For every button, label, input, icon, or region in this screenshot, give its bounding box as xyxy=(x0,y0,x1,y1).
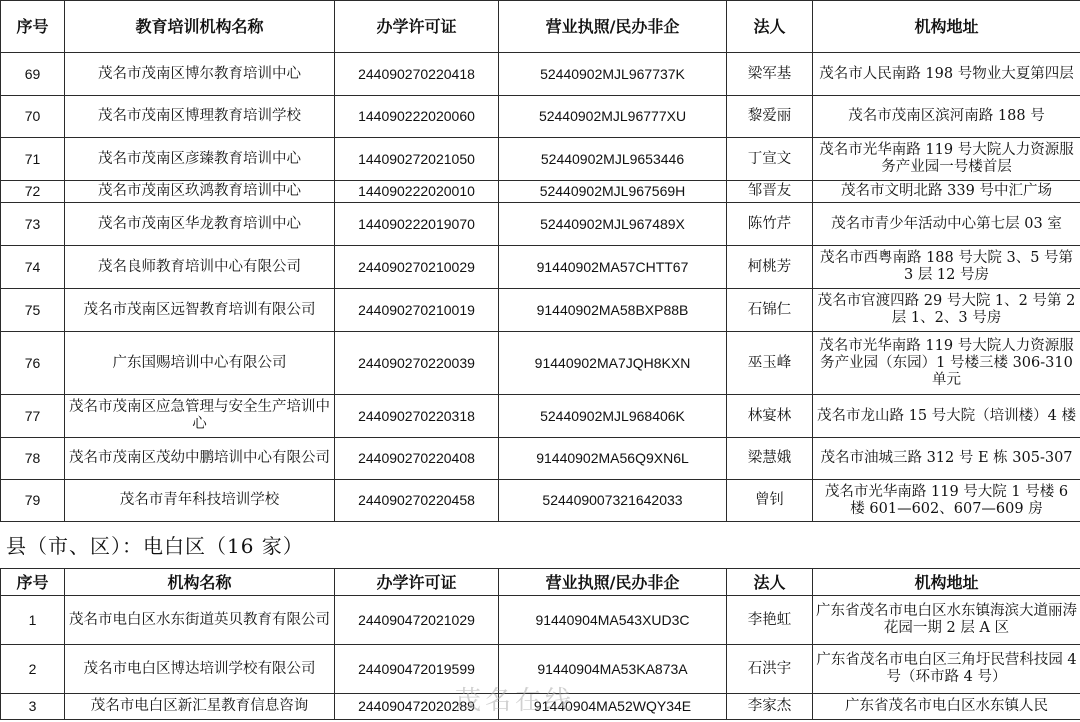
cell-license: 144090222020010 xyxy=(335,181,499,203)
cell-legal: 李家杰 xyxy=(727,694,813,720)
cell-legal: 黎爱丽 xyxy=(727,96,813,138)
cell-no: 79 xyxy=(1,480,65,522)
cell-address: 广东省茂名市电白区水东镇人民 xyxy=(813,694,1080,720)
header-no: 序号 xyxy=(1,569,65,596)
table-row xyxy=(1,480,1080,522)
cell-address: 茂名市油城三路 312 号 E 栋 305-307 xyxy=(813,438,1080,480)
header-legal: 法人 xyxy=(727,569,813,596)
header-address: 机构地址 xyxy=(813,1,1080,53)
cell-name: 茂名市电白区博达培训学校有限公司 xyxy=(65,645,335,694)
cell-address: 茂名市光华南路 119 号大院 1 号楼 6 楼 601—602、607—609 房 xyxy=(813,480,1080,522)
table-row xyxy=(1,203,1080,246)
cell-business: 524409007321642033 xyxy=(499,480,727,522)
cell-legal: 曾钊 xyxy=(727,480,813,522)
cell-no: 74 xyxy=(1,246,65,289)
table-row xyxy=(1,289,1080,332)
table-row xyxy=(1,181,1080,203)
cell-address: 茂名市西粤南路 188 号大院 3、5 号第 3 层 12 号房 xyxy=(813,246,1080,289)
cell-address: 茂名市光华南路 119 号大院人力资源服务产业园（东园）1 号楼三楼 306-310 单元 xyxy=(813,332,1080,395)
cell-no: 72 xyxy=(1,181,65,203)
cell-license: 244090270210029 xyxy=(335,246,499,289)
cell-business: 52440902MJL967569H xyxy=(499,181,727,203)
cell-no: 3 xyxy=(1,694,65,720)
cell-license: 244090472019599 xyxy=(335,645,499,694)
table-row xyxy=(1,332,1080,395)
cell-name: 茂名市茂南区博尔教育培训中心 xyxy=(65,53,335,96)
cell-name: 茂名市青年科技培训学校 xyxy=(65,480,335,522)
cell-no: 76 xyxy=(1,332,65,395)
header-license: 办学许可证 xyxy=(335,569,499,596)
cell-no: 75 xyxy=(1,289,65,332)
cell-license: 144090222019070 xyxy=(335,203,499,246)
cell-business: 91440902MA58BXP88B xyxy=(499,289,727,332)
header-legal: 法人 xyxy=(727,1,813,53)
cell-no: 1 xyxy=(1,596,65,645)
cell-name: 茂名良师教育培训中心有限公司 xyxy=(65,246,335,289)
cell-business: 52440902MJL968406K xyxy=(499,395,727,438)
table-row xyxy=(1,138,1080,181)
cell-business: 52440902MJL967737K xyxy=(499,53,727,96)
header-license: 办学许可证 xyxy=(335,1,499,53)
cell-legal: 李艳虹 xyxy=(727,596,813,645)
cell-address: 茂名市龙山路 15 号大院（培训楼）4 楼 xyxy=(813,395,1080,438)
cell-license: 244090472021029 xyxy=(335,596,499,645)
cell-name: 茂名市茂南区玖鸿教育培训中心 xyxy=(65,181,335,203)
cell-license: 144090222020060 xyxy=(335,96,499,138)
cell-address: 茂名市人民南路 198 号物业大夏第四层 xyxy=(813,53,1080,96)
table-row xyxy=(1,246,1080,289)
cell-address: 茂名市茂南区滨河南路 188 号 xyxy=(813,96,1080,138)
cell-legal: 巫玉峰 xyxy=(727,332,813,395)
header-business: 营业执照/民办非企 xyxy=(499,569,727,596)
table-header-row xyxy=(1,569,1080,596)
table-row xyxy=(1,395,1080,438)
cell-name: 广东国赐培训中心有限公司 xyxy=(65,332,335,395)
cell-no: 78 xyxy=(1,438,65,480)
cell-legal: 陈竹芹 xyxy=(727,203,813,246)
header-name: 教育培训机构名称 xyxy=(65,1,335,53)
table-row xyxy=(1,53,1080,96)
cell-license: 244090270220039 xyxy=(335,332,499,395)
cell-legal: 邹晋友 xyxy=(727,181,813,203)
cell-address: 茂名市官渡四路 29 号大院 1、2 号第 2 层 1、2、3 号房 xyxy=(813,289,1080,332)
cell-license: 144090272021050 xyxy=(335,138,499,181)
cell-address: 广东省茂名市电白区水东镇海滨大道丽涛花园一期 2 层 A 区 xyxy=(813,596,1080,645)
cell-no: 2 xyxy=(1,645,65,694)
table-row xyxy=(1,96,1080,138)
cell-license: 244090270220318 xyxy=(335,395,499,438)
cell-address: 茂名市光华南路 119 号大院人力资源服务产业园一号楼首层 xyxy=(813,138,1080,181)
table-header-row xyxy=(1,1,1080,53)
cell-no: 71 xyxy=(1,138,65,181)
table-row xyxy=(1,645,1080,694)
cell-legal: 柯桃芳 xyxy=(727,246,813,289)
table-row xyxy=(1,596,1080,645)
cell-address: 茂名市文明北路 339 号中汇广场 xyxy=(813,181,1080,203)
cell-no: 69 xyxy=(1,53,65,96)
header-business: 营业执照/民办非企 xyxy=(499,1,727,53)
section-title-dianbai: 县（市、区）：电白区（16 家） xyxy=(6,534,304,558)
cell-business: 52440902MJL9653446 xyxy=(499,138,727,181)
header-no: 序号 xyxy=(1,1,65,53)
cell-name: 茂名市茂南区茂幼中鹏培训中心有限公司 xyxy=(65,438,335,480)
cell-business: 91440902MA7JQH8KXN xyxy=(499,332,727,395)
cell-business: 91440902MA56Q9XN6L xyxy=(499,438,727,480)
cell-name: 茂名市茂南区博理教育培训学校 xyxy=(65,96,335,138)
cell-license: 244090270220408 xyxy=(335,438,499,480)
cell-license: 244090270220418 xyxy=(335,53,499,96)
cell-business: 52440902MJL96777XU xyxy=(499,96,727,138)
cell-business: 91440904MA543XUD3C xyxy=(499,596,727,645)
cell-name: 茂名市茂南区应急管理与安全生产培训中心 xyxy=(65,395,335,438)
cell-business: 91440904MA53KA873A xyxy=(499,645,727,694)
cell-name: 茂名市茂南区华龙教育培训中心 xyxy=(65,203,335,246)
cell-legal: 丁宣文 xyxy=(727,138,813,181)
cell-no: 70 xyxy=(1,96,65,138)
cell-address: 茂名市青少年活动中心第七层 03 室 xyxy=(813,203,1080,246)
cell-name: 茂名市电白区水东街道英贝教育有限公司 xyxy=(65,596,335,645)
cell-name: 茂名市茂南区远智教育培训有限公司 xyxy=(65,289,335,332)
cell-license: 244090472020289 xyxy=(335,694,499,720)
cell-legal: 石洪宇 xyxy=(727,645,813,694)
cell-license: 244090270220458 xyxy=(335,480,499,522)
cell-address: 广东省茂名市电白区三角圩民营科技园 4 号（环市路 4 号） xyxy=(813,645,1080,694)
table-row xyxy=(1,694,1080,720)
institution-table-dianbai xyxy=(0,568,1080,720)
cell-business: 52440902MJL967489X xyxy=(499,203,727,246)
watermark-logo: 茂名在线 xyxy=(455,686,576,716)
cell-business: 91440902MA57CHTT67 xyxy=(499,246,727,289)
cell-name: 茂名市电白区新汇星教育信息咨询 xyxy=(65,694,335,720)
cell-license: 244090270210019 xyxy=(335,289,499,332)
cell-legal: 石锦仁 xyxy=(727,289,813,332)
cell-legal: 梁慧娥 xyxy=(727,438,813,480)
header-name: 机构名称 xyxy=(65,569,335,596)
cell-legal: 梁军基 xyxy=(727,53,813,96)
cell-business: 91440904MA52WQY34E xyxy=(499,694,727,720)
cell-no: 73 xyxy=(1,203,65,246)
cell-legal: 林宴林 xyxy=(727,395,813,438)
cell-name: 茂名市茂南区彦臻教育培训中心 xyxy=(65,138,335,181)
table-row xyxy=(1,438,1080,480)
header-address: 机构地址 xyxy=(813,569,1080,596)
cell-no: 77 xyxy=(1,395,65,438)
